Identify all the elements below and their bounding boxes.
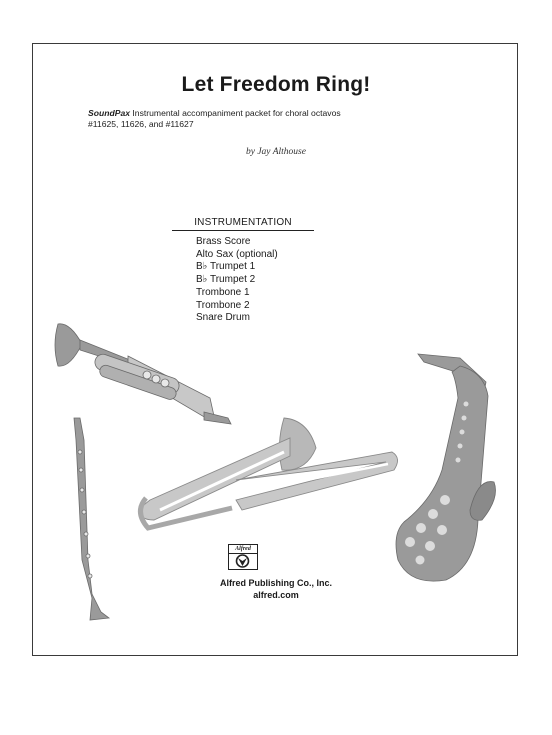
publisher-name: Alfred Publishing Co., Inc. bbox=[219, 578, 332, 588]
instrumentation-heading: INSTRUMENTATION bbox=[172, 217, 314, 231]
alfred-logo-icon bbox=[228, 544, 258, 570]
saxophone-icon bbox=[396, 354, 496, 581]
instrumentation-item: Trombone 1 bbox=[196, 286, 250, 298]
page-title: Let Freedom Ring! bbox=[181, 73, 371, 96]
trumpet-icon bbox=[55, 324, 231, 424]
subtitle-brand: SoundPax bbox=[88, 108, 131, 118]
instrumentation-item: Brass Score bbox=[196, 236, 251, 247]
byline: by Jay Althouse bbox=[246, 147, 306, 157]
publisher-website: alfred.com bbox=[253, 590, 299, 600]
instrumentation-item: B♭ Trumpet 2 bbox=[196, 274, 256, 286]
logo-wordmark: Alfred bbox=[229, 545, 257, 554]
trombone-icon bbox=[140, 418, 398, 528]
instrumentation-item: Snare Drum bbox=[196, 312, 250, 324]
instrumentation-item: Trombone 2 bbox=[196, 299, 250, 311]
logo-emblem bbox=[229, 553, 256, 569]
subtitle-text: Instrumental accompaniment packet for choral octavos #11625, 11626, and #11627 bbox=[88, 108, 341, 129]
instrumentation-item: B♭ Trumpet 1 bbox=[196, 261, 256, 273]
instrumentation-item: Alto Sax (optional) bbox=[196, 248, 278, 260]
